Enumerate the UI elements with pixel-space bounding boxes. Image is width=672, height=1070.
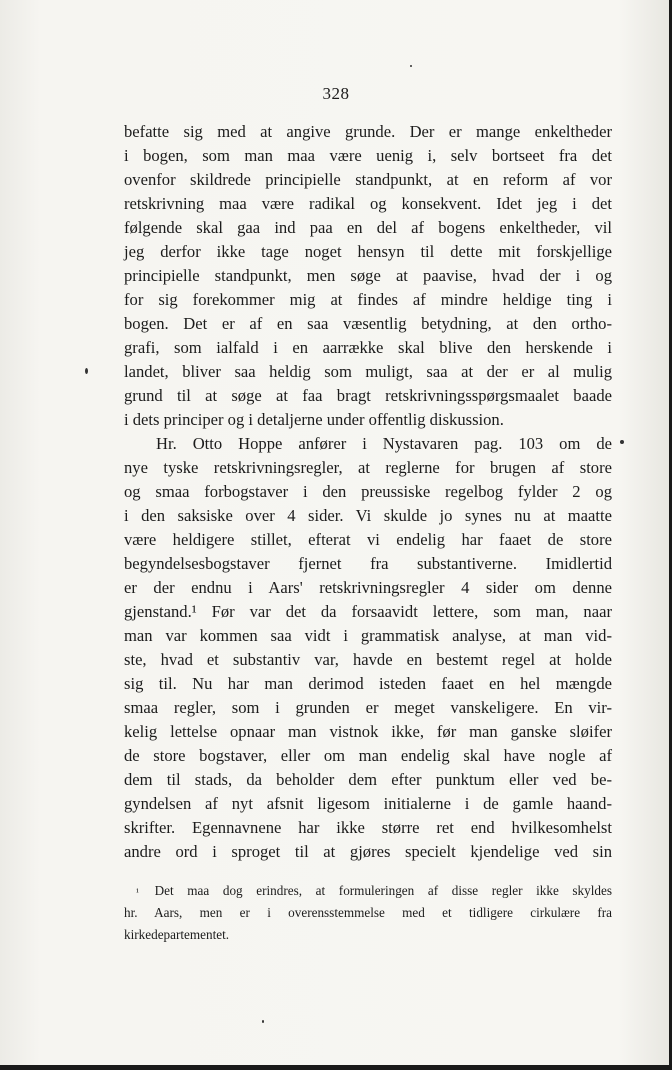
text-line: kelig lettelse opnaar man vistnok ikke, før man ganske sløifer	[124, 722, 612, 741]
text-line: gjenstand.¹ Før var det da forsaavidt lettere, som man, naar	[124, 602, 612, 621]
text-line: grafi, som ialfald i en aarrække skal blive den herskende i	[124, 338, 612, 357]
text-line: jeg derfor ikke tage noget hensyn til dette mit forskjellige	[124, 242, 612, 261]
scan-speck	[410, 65, 412, 67]
scan-speck	[620, 440, 624, 444]
text-line: være heldigere stillet, efterat vi endelig har faaet de store	[124, 530, 612, 549]
text-line: begyndelsesbogstaver fjernet fra substantiverne. Imidlertid	[124, 554, 612, 573]
footnote-line	[124, 880, 612, 902]
footnote	[124, 880, 612, 946]
text-line: befatte sig med at angive grunde. Der er mange enkeltheder	[124, 122, 612, 141]
text-line: i den saksiske over 4 sider. Vi skulde jo synes nu at maatte	[124, 506, 612, 525]
text-line: ovenfor skildrede principielle standpunkt, at en reform af vor	[124, 170, 612, 189]
text-line: i dets principer og i detaljerne under offentlig diskussion.	[124, 410, 504, 429]
footnote-line: hr. Aars, men er i overensstemmelse med et tidligere cirkulære fra	[124, 905, 612, 920]
footnote-line: kirkedepartementet.	[124, 927, 230, 942]
text-line: man var kommen saa vidt i grammatisk analyse, at man vid-	[124, 626, 612, 645]
text-line: er der endnu i Aars' retskrivningsregler 4 sider om denne	[124, 578, 612, 597]
text-line: ste, hvad et substantiv var, havde en bestemt regel at holde	[124, 650, 612, 669]
text-line: smaa regler, som i grunden er meget vanskeligere. En vir-	[124, 698, 612, 717]
footnote-text: Det maa dog erindres, at formuleringen af disse regler ikke skyldes	[154, 883, 612, 898]
text-line: retskrivning maa være radikal og konsekvent. Idet jeg i det	[124, 194, 612, 213]
footnote-marker: ¹	[136, 887, 139, 898]
text-line: de store bogstaver, eller om man endelig skal have nogle af	[124, 746, 612, 765]
text-line: landet, bliver saa heldig som muligt, saa at der er al mulig	[124, 362, 612, 381]
text-line: grund til at søge at faa bragt retskrivningsspørgsmaalet baade	[124, 386, 612, 405]
page-number: 328	[322, 84, 350, 103]
scan-edge-bottom	[0, 1065, 672, 1070]
text-line: for sig forekommer mig at findes af mindre heldige ting i	[124, 290, 612, 309]
text-line: skrifter. Egennavnene har ikke større ret end hvilkesomhelst	[124, 818, 612, 837]
text-line: Hr. Otto Hoppe anfører i Nystavaren pag. 103 om de	[156, 434, 612, 453]
text-line: i bogen, som man maa være uenig i, selv bortseet fra det	[124, 146, 612, 165]
scan-speck	[85, 368, 88, 374]
text-line: og smaa forbogstaver i den preussiske regelbog fylder 2 og	[124, 482, 612, 501]
scan-speck	[262, 1020, 264, 1023]
text-line: sig til. Nu har man derimod isteden faaet en hel mængde	[124, 674, 612, 693]
text-line: principielle standpunkt, men søge at paavise, hvad der i og	[124, 266, 612, 285]
text-line: dem til stads, da beholder dem efter punktum eller ved be-	[124, 770, 612, 789]
text-line: følgende skal gaa ind paa en del af bogens enkeltheder, vil	[124, 218, 612, 237]
body-text	[124, 120, 612, 864]
text-line: andre ord i sproget til at gjøres specielt kjendelige ved sin	[124, 842, 612, 861]
text-line: bogen. Det er af en saa væsentlig betydning, at den ortho-	[124, 314, 612, 333]
text-line: nye tyske retskrivningsregler, at reglerne for brugen af store	[124, 458, 612, 477]
text-line: gyndelsen af nyt afsnit ligesom initialerne i de gamle haand-	[124, 794, 612, 813]
